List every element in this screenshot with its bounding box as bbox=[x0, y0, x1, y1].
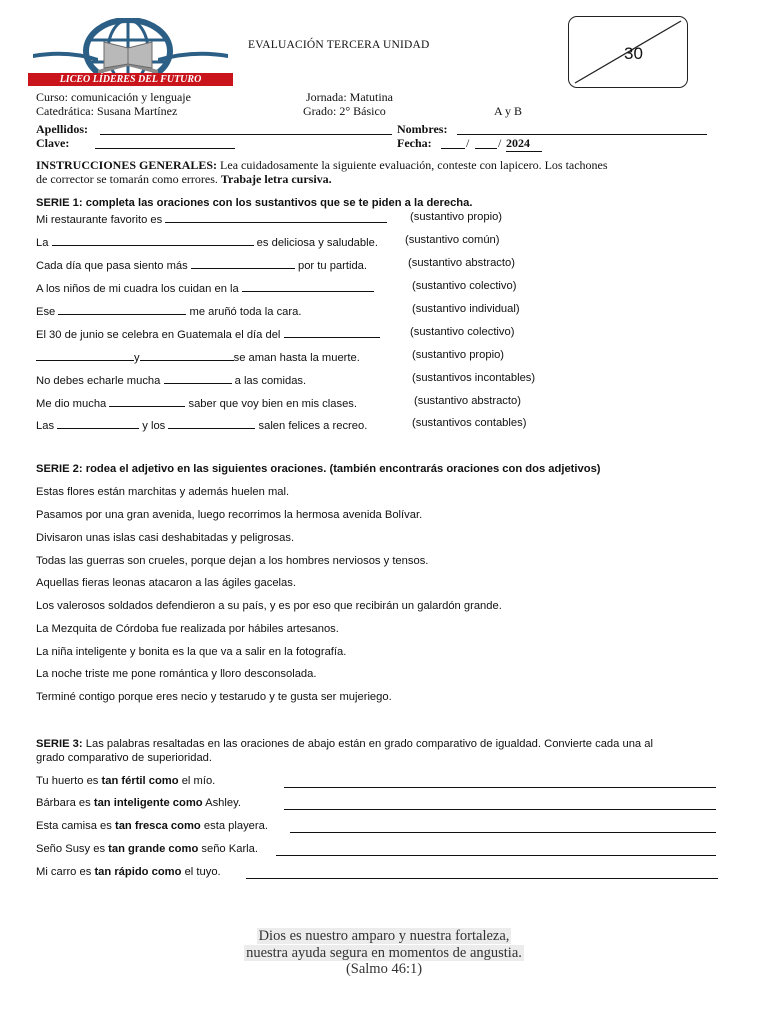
serie1-item bbox=[36, 395, 357, 410]
item-text: y bbox=[134, 352, 140, 364]
item-text: salen felices a recreo. bbox=[255, 420, 368, 432]
answer-blank[interactable] bbox=[140, 349, 234, 361]
verse-text: Dios es nuestro amparo y nuestra fortaleza, bbox=[258, 928, 510, 944]
answer-line[interactable] bbox=[246, 878, 718, 879]
key-label: Clave: bbox=[36, 136, 70, 150]
surnames-label: Apellidos: bbox=[36, 122, 89, 136]
answer-line[interactable] bbox=[284, 809, 716, 810]
highlighted-phrase: tan grande como bbox=[108, 843, 199, 855]
course-label: Curso: comunicación y lenguaje bbox=[36, 90, 191, 104]
answer-line[interactable] bbox=[276, 855, 716, 856]
item-text: me aruñó toda la cara. bbox=[186, 306, 302, 318]
date-day-field[interactable] bbox=[441, 148, 465, 149]
instructions-text: Lea cuidadosamente la siguiente evaluación, conteste con lapicero. Los tachones bbox=[217, 158, 608, 172]
item-text: el mío. bbox=[178, 775, 216, 787]
item-text: Esta camisa es bbox=[36, 820, 115, 832]
serie3-heading-2: grado comparativo de superioridad. bbox=[36, 752, 212, 764]
highlighted-phrase: tan rápido como bbox=[94, 866, 182, 878]
item-text: Mi carro es bbox=[36, 866, 95, 878]
instructions-line-1 bbox=[36, 158, 608, 173]
serie1-item bbox=[36, 372, 306, 387]
date-year: 2024 bbox=[506, 136, 542, 152]
serie1-heading: SERIE 1: completa las oraciones con los sustantivos que se te piden a la derecha. bbox=[36, 197, 473, 209]
date-separator: / bbox=[466, 136, 470, 150]
serie1-item bbox=[36, 257, 367, 272]
item-text: esta playera. bbox=[200, 820, 268, 832]
item-text: Me dio mucha bbox=[36, 398, 110, 410]
serie2-item[interactable]: Terminé contigo porque eres necio y testarudo y te gusta ser mujeriego. bbox=[36, 691, 392, 703]
sections-label: A y B bbox=[494, 104, 523, 118]
answer-blank[interactable] bbox=[168, 417, 255, 429]
item-text: La bbox=[36, 237, 52, 249]
serie3-item bbox=[36, 775, 215, 787]
serie1-item bbox=[36, 326, 380, 341]
page-title: EVALUACIÓN TERCERA UNIDAD bbox=[248, 39, 430, 51]
verse-text: nuestra ayuda segura en momentos de angustia. bbox=[246, 945, 522, 961]
answer-blank[interactable] bbox=[36, 349, 134, 361]
item-text: saber que voy bien en mis clases. bbox=[185, 398, 358, 410]
highlighted-phrase: tan inteligente como bbox=[93, 797, 203, 809]
item-text: y los bbox=[139, 420, 169, 432]
item-hint: (sustantivo propio) bbox=[410, 211, 503, 223]
serie2-item[interactable]: La noche triste me pone romántica y lloro desconsolada. bbox=[36, 668, 317, 680]
item-hint: (sustantivo colectivo) bbox=[410, 326, 515, 338]
serie2-item[interactable]: Divisaron unas islas casi deshabitadas y peligrosas. bbox=[36, 532, 295, 544]
instructions-bold-tail: Trabaje letra cursiva. bbox=[220, 172, 332, 186]
serie3-item bbox=[36, 866, 221, 878]
serie2-item[interactable]: La niña inteligente y bonita es la que va a salir en la fotografía. bbox=[36, 646, 347, 658]
instructions-line-2 bbox=[36, 172, 332, 187]
serie1-item bbox=[36, 349, 360, 364]
item-hint: (sustantivo propio) bbox=[412, 349, 505, 361]
item-text: Las bbox=[36, 420, 58, 432]
item-text: Seño Susy es bbox=[36, 843, 109, 855]
item-hint: (sustantivo abstracto) bbox=[414, 395, 521, 407]
highlighted-phrase: tan fresca como bbox=[114, 820, 201, 832]
serie2-item[interactable]: Aquellas fieras leonas atacaron a las ágiles gacelas. bbox=[36, 577, 296, 589]
highlighted-phrase: tan fértil como bbox=[101, 775, 179, 787]
shift-label: Jornada: Matutina bbox=[306, 90, 393, 104]
serie2-item[interactable]: Los valerosos soldados defendieron a su país, y es por eso que recibirán un galardón grande. bbox=[36, 600, 502, 612]
verse-line-1 bbox=[0, 928, 768, 945]
item-hint: (sustantivo abstracto) bbox=[408, 257, 515, 269]
verse-reference: (Salmo 46:1) bbox=[345, 961, 423, 977]
serie3-label: SERIE 3: bbox=[36, 738, 83, 750]
item-hint: (sustantivo colectivo) bbox=[412, 280, 517, 292]
answer-blank[interactable] bbox=[284, 326, 380, 338]
serie1-item bbox=[36, 234, 378, 249]
serie3-heading bbox=[36, 738, 653, 750]
serie2-item[interactable]: Estas flores están marchitas y además huelen mal. bbox=[36, 486, 290, 498]
item-text: por tu partida. bbox=[294, 260, 368, 272]
item-text: Ese bbox=[36, 306, 59, 318]
answer-blank[interactable] bbox=[52, 234, 254, 246]
serie1-item bbox=[36, 417, 367, 432]
item-text: seño Karla. bbox=[198, 843, 258, 855]
total-score: 30 bbox=[624, 44, 643, 63]
serie2-item[interactable]: Pasamos por una gran avenida, luego recorrimos la hermosa avenida Bolívar. bbox=[36, 509, 423, 521]
answer-line[interactable] bbox=[284, 787, 716, 788]
item-text: Mi restaurante favorito es bbox=[36, 214, 166, 226]
serie2-item[interactable]: La Mezquita de Córdoba fue realizada por hábiles artesanos. bbox=[36, 623, 339, 635]
item-hint: (sustantivos incontables) bbox=[412, 372, 536, 384]
item-text: A los niños de mi cuadra los cuidan en la bbox=[36, 283, 242, 295]
instructions-label: INSTRUCCIONES GENERALES: bbox=[36, 158, 218, 172]
item-text: se aman hasta la muerte. bbox=[233, 352, 360, 364]
names-label: Nombres: bbox=[397, 122, 448, 136]
answer-blank[interactable] bbox=[191, 257, 295, 269]
item-text: Cada día que pasa siento más bbox=[36, 260, 191, 272]
serie2-heading: SERIE 2: rodea el adjetivo en las siguientes oraciones. (también encontrarás oraciones con dos adjetivos) bbox=[36, 463, 601, 475]
item-text: Tu huerto es bbox=[36, 775, 102, 787]
instructions-text-2: de corrector se tomarán como errores. bbox=[36, 172, 221, 186]
school-name: LICEO LÍDERES DEL FUTURO bbox=[28, 73, 233, 86]
serie1-item bbox=[36, 280, 374, 295]
date-month-field[interactable] bbox=[475, 148, 497, 149]
answer-blank[interactable] bbox=[58, 303, 186, 315]
item-text: No debes echarle mucha bbox=[36, 375, 164, 387]
answer-blank[interactable] bbox=[164, 372, 232, 384]
grade-label: Grado: 2° Básico bbox=[303, 104, 386, 118]
item-text: Ashley. bbox=[202, 797, 241, 809]
item-text: El 30 de junio se celebra en Guatemala el día del bbox=[36, 329, 284, 341]
answer-blank[interactable] bbox=[165, 211, 387, 223]
key-field[interactable] bbox=[95, 148, 235, 149]
names-field[interactable] bbox=[457, 134, 707, 135]
serie3-item bbox=[36, 820, 268, 832]
serie1-item bbox=[36, 303, 301, 318]
teacher-label: Catedrática: Susana Martínez bbox=[36, 104, 178, 118]
answer-line[interactable] bbox=[290, 832, 716, 833]
item-hint: (sustantivos contables) bbox=[412, 417, 527, 429]
serie3-item bbox=[36, 843, 258, 855]
item-hint: (sustantivo individual) bbox=[412, 303, 520, 315]
verse-line-2 bbox=[0, 945, 768, 962]
item-text: Bárbara es bbox=[36, 797, 94, 809]
item-text: el tuyo. bbox=[181, 866, 221, 878]
answer-blank[interactable] bbox=[242, 280, 374, 292]
item-text: es deliciosa y saludable. bbox=[253, 237, 378, 249]
serie2-item[interactable]: Todas las guerras son crueles, porque dejan a los hombres nerviosos y tensos. bbox=[36, 555, 429, 567]
serie1-item bbox=[36, 211, 387, 226]
serie3-text: Las palabras resaltadas en las oraciones de abajo están en grado comparativo de igualdad. Convierte cada una al bbox=[82, 738, 653, 750]
date-separator: / bbox=[498, 136, 502, 150]
item-hint: (sustantivo común) bbox=[405, 234, 500, 246]
answer-blank[interactable] bbox=[109, 395, 185, 407]
date-label: Fecha: bbox=[397, 136, 432, 150]
serie3-item bbox=[36, 797, 241, 809]
item-text: a las comidas. bbox=[231, 375, 307, 387]
answer-blank[interactable] bbox=[57, 417, 139, 429]
surnames-field[interactable] bbox=[100, 134, 392, 135]
